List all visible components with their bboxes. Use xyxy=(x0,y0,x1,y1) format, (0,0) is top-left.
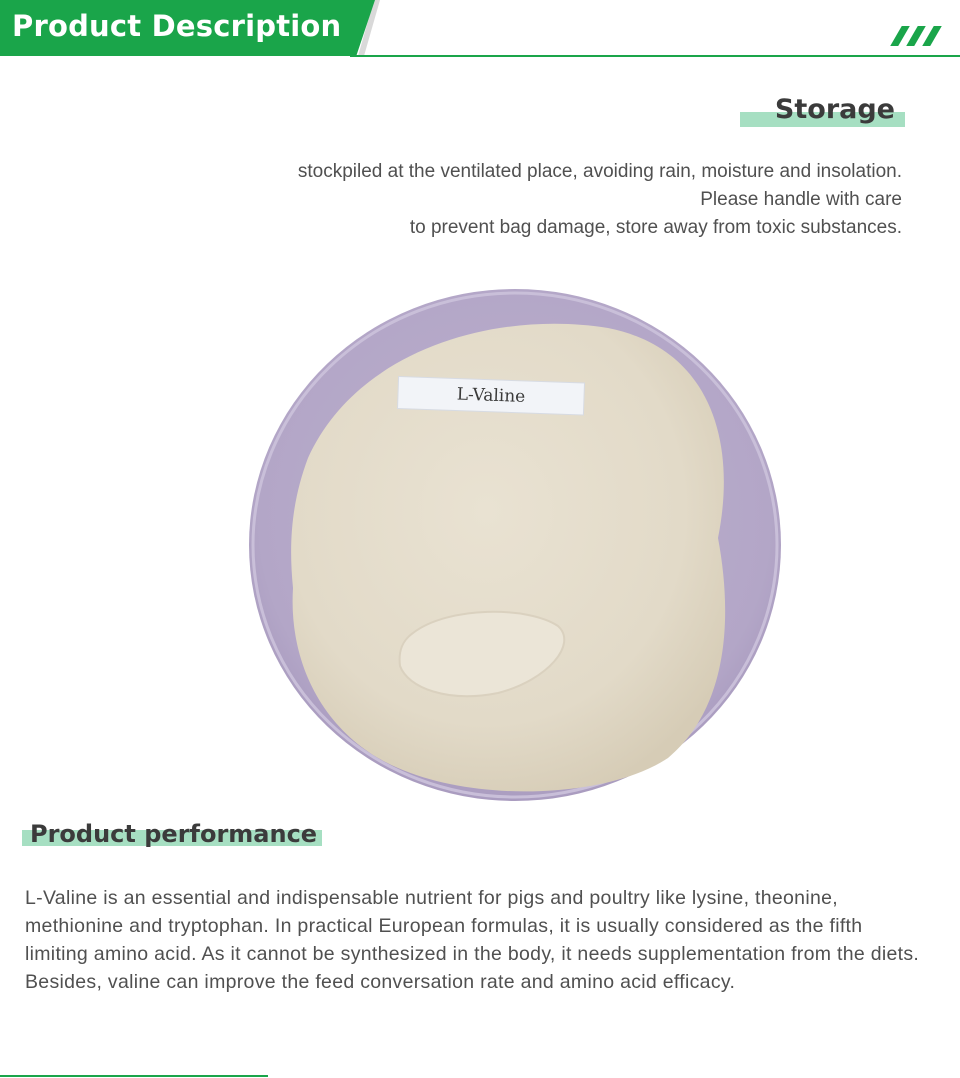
product-label-text: L-Valine xyxy=(456,384,526,407)
performance-paragraph: L-Valine is an essential and indispensable nutrient for pigs and poultry like lysine, theonine, methionine and tryptophan. In practical European formulas, it is usually considered as the fifth limiting amino acid. As it cannot be synthesized in the body, it needs supplementation from the diets. Besides, valine can improve the feed conversation rate and amino acid efficacy. xyxy=(25,887,920,993)
triple-slash-icon xyxy=(888,26,948,48)
storage-line-1: stockpiled at the ventilated place, avoiding rain, moisture and insolation. xyxy=(297,161,902,182)
storage-line-3: to prevent bag damage, store away from toxic substances. xyxy=(409,217,902,238)
section-title: Product Description xyxy=(12,9,342,43)
storage-description xyxy=(142,158,902,242)
bowl-illustration xyxy=(248,288,782,802)
performance-heading: Product performance xyxy=(30,820,318,848)
product-photo-l-valine-powder xyxy=(248,288,782,802)
banner-underline xyxy=(350,55,960,57)
storage-line-2: Please handle with care xyxy=(700,189,902,210)
storage-heading: Storage xyxy=(774,94,895,125)
section-header-banner xyxy=(0,0,960,58)
footer-divider xyxy=(0,1075,268,1077)
